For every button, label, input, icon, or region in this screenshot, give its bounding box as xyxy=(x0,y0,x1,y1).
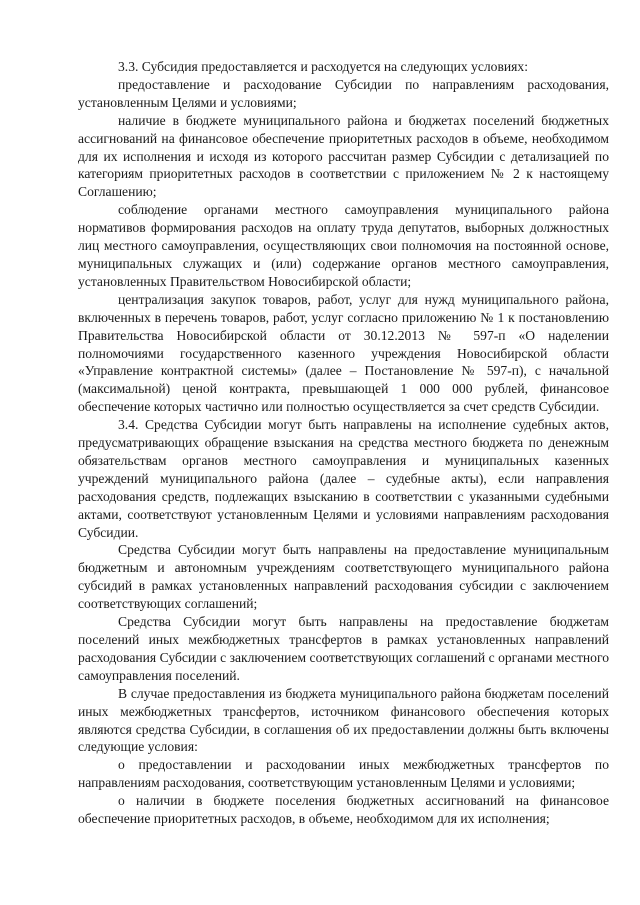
paragraph-transfer-agreements: В случае предоставления из бюджета муниципального района бюджетам поселений иных межбюджетных трансфертов, источником финансового обеспечения которых являются средства Субсидии, в соглашения об их предоставлении должны быть включены следующие условия: xyxy=(78,685,609,755)
paragraph-condition-budget: наличие в бюджете муниципального района и бюджетах поселений бюджетных ассигнований на финансовое обеспечение приоритетных расходов в объеме, необходимом для их исполнения и исходя из которого рассчитан размер Субсидии с детализацией по категориям приоритетных расходов в соответствии с приложением № 2 к настоящему Соглашению; xyxy=(78,112,609,200)
paragraph-3-3-heading: 3.3. Субсидия предоставляется и расходуется на следующих условиях: xyxy=(118,59,528,74)
paragraph-transfer-condition-budget: о наличии в бюджете поселения бюджетных ассигнований на финансовое обеспечение приоритетных расходов, в объеме, необходимом для их исполнения; xyxy=(78,793,609,827)
paragraph-condition-spending: предоставление и расходование Субсидии по направлениям расходования, установленным Целями и условиями; xyxy=(78,76,609,110)
paragraph-3-4-court-acts: 3.4. Средства Субсидии могут быть направлены на исполнение судебных актов, предусматривающих обращение взыскания на средства местного бюджета по денежным обязательствам органов местного самоуправления и муниципальных казенных учреждений муниципального района (далее – судебные акты), если направления расходования средств, подлежащих взысканию в соответствии с указанными судебными актами, соответствуют установленным Целями и условиями направлениям расходования Субсидии. xyxy=(78,417,609,540)
paragraph-subsidies-institutions: Средства Субсидии могут быть направлены на предоставление муниципальным бюджетным и автономным учреждениям соответствующего муниципального района субсидий в рамках установленных направлений расходования субсидии с заключением соответствующих соглашений; xyxy=(78,542,609,612)
paragraph-condition-norms: соблюдение органами местного самоуправления муниципального района нормативов формирования расходов на оплату труда депутатов, выборных должностных лиц местного самоуправления, осуществляющих свои полномочия на постоянной основе, муниципальных служащих и (или) содержание органов местного самоуправления, установленных Правительством Новосибирской области; xyxy=(78,202,609,289)
paragraph-transfer-condition-spending: о предоставлении и расходовании иных межбюджетных трансфертов по направлениям расходования, соответствующим установленным Целями и условиями; xyxy=(78,757,609,791)
paragraph-condition-procurement: централизация закупок товаров, работ, услуг для нужд муниципального района, включенных в перечень товаров, работ, услуг согласно приложению № 1 к постановлению Правительства Новосибирской области от 30.12.2013 № 597-п «О наделении полномочиями государственного казенного учреждения Новосибирской области «Управление контрактной системы» (далее – Постановление № 597-п), с начальной (максимальной) ценой контракта, превышающей 1 000 000 рублей, финансовое обеспечение которых частично или полностью осуществляется за счет средств Субсидии. xyxy=(78,291,609,415)
document-body xyxy=(78,58,609,828)
paragraph-transfers-settlements: Средства Субсидии могут быть направлены на предоставление бюджетам поселений иных межбюджетных трансфертов в рамках установленных направлений расходования Субсидии с заключением соответствующих соглашений с органами местного самоуправления поселений. xyxy=(78,614,609,683)
